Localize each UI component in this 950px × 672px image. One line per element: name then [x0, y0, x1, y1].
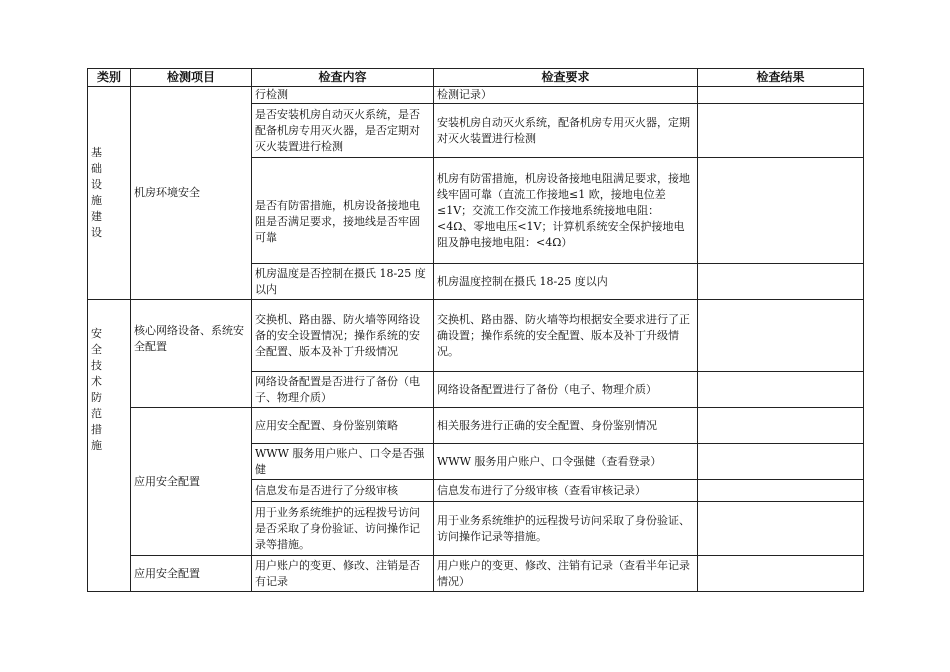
result-cell[interactable] [698, 372, 864, 408]
requirement-cell: 安装机房自动灭火系统，配备机房专用灭火器，定期对灭火装置进行检测 [434, 104, 698, 158]
content-cell: 是否安装机房自动灭火系统，是否配备机房专用灭火器，是否定期对灭火装置进行检测 [252, 104, 434, 158]
result-cell[interactable] [698, 300, 864, 372]
requirement-cell: 相关服务进行正确的安全配置、身份鉴别情况 [434, 408, 698, 444]
content-cell: 交换机、路由器、防火墙等网络设备的安全设置情况；操作系统的安全配置、版本及补丁升级情况 [252, 300, 434, 372]
table-row [88, 87, 864, 104]
requirement-cell: 机房温度控制在摄氏 18-25 度以内 [434, 264, 698, 300]
result-cell[interactable] [698, 264, 864, 300]
content-cell [252, 158, 434, 264]
header-content: 检查内容 [252, 69, 434, 87]
item-app-sec-1: 应用安全配置 [131, 408, 252, 556]
header-category: 类别 [88, 69, 131, 87]
header-item: 检测项目 [131, 69, 252, 87]
content-cell: 用户账户的变更、修改、注销是否有记录 [252, 556, 434, 592]
header-requirement: 检查要求 [434, 69, 698, 87]
content-cell: 机房温度是否控制在摄氏 18-25 度以内 [252, 264, 434, 300]
requirement-cell: 检测记录） [434, 87, 698, 104]
item-room-env: 机房环境安全 [131, 87, 252, 300]
result-cell[interactable] [698, 502, 864, 556]
result-cell[interactable] [698, 87, 864, 104]
content-cell: 信息发布是否进行了分级审核 [252, 480, 434, 502]
requirement-cell: 用于业务系统维护的远程拨号访问采取了身份验证、访问操作记录等措施。 [434, 502, 698, 556]
category-infrastructure: 基础设施建设 [88, 87, 131, 300]
requirement-cell: 用户账户的变更、修改、注销有记录（查看半年记录情况） [434, 556, 698, 592]
result-cell[interactable] [698, 480, 864, 502]
item-core-net-text: 核心网络设备、系统安全配置 [134, 323, 244, 353]
table-row [88, 408, 864, 444]
result-cell[interactable] [698, 556, 864, 592]
result-cell[interactable] [698, 158, 864, 264]
header-result: 检查结果 [698, 69, 864, 87]
content-cell: 用于业务系统维护的远程拨号访问是否采取了身份验证、访问操作记录等措施。 [252, 502, 434, 556]
header-row [88, 69, 864, 87]
requirement-cell: 信息发布进行了分级审核（查看审核记录） [434, 480, 698, 502]
content-cell: 应用安全配置、身份鉴别策略 [252, 408, 434, 444]
table-row [88, 300, 864, 372]
result-cell[interactable] [698, 408, 864, 444]
inspection-table [87, 68, 864, 592]
content-cell: 网络设备配置是否进行了备份（电子、物理介质） [252, 372, 434, 408]
content-cell: WWW 服务用户账户、口令是否强健 [252, 444, 434, 480]
result-cell[interactable] [698, 104, 864, 158]
table-row [88, 556, 864, 592]
requirement-cell: 机房有防雷措施，机房设备接地电阻满足要求，接地线牢固可靠（直流工作接地≤1 欧，接地电位差≤1V；交流工作交流工作接地系统接地电阻：<4Ω、零地电压<1V；计算机系统安全保护接地电阻及静电接地电阻：<4Ω） [434, 158, 698, 264]
content-cell: 行检测 [252, 87, 434, 104]
requirement-cell: WWW 服务用户账户、口令强健（查看登录） [434, 444, 698, 480]
result-cell[interactable] [698, 444, 864, 480]
requirement-cell: 交换机、路由器、防火墙等均根据安全要求进行了正确设置；操作系统的安全配置、版本及补丁升级情况。 [434, 300, 698, 372]
item-app-sec-2: 应用安全配置 [131, 556, 252, 592]
content-text: 是否有防雷措施，机房设备接地电阻是否满足要求，接地线是否牢固可靠 [255, 198, 420, 244]
requirement-cell: 网络设备配置进行了备份（电子、物理介质） [434, 372, 698, 408]
category-security: 安全技术防范措施 [88, 300, 131, 592]
item-core-net [131, 300, 252, 408]
